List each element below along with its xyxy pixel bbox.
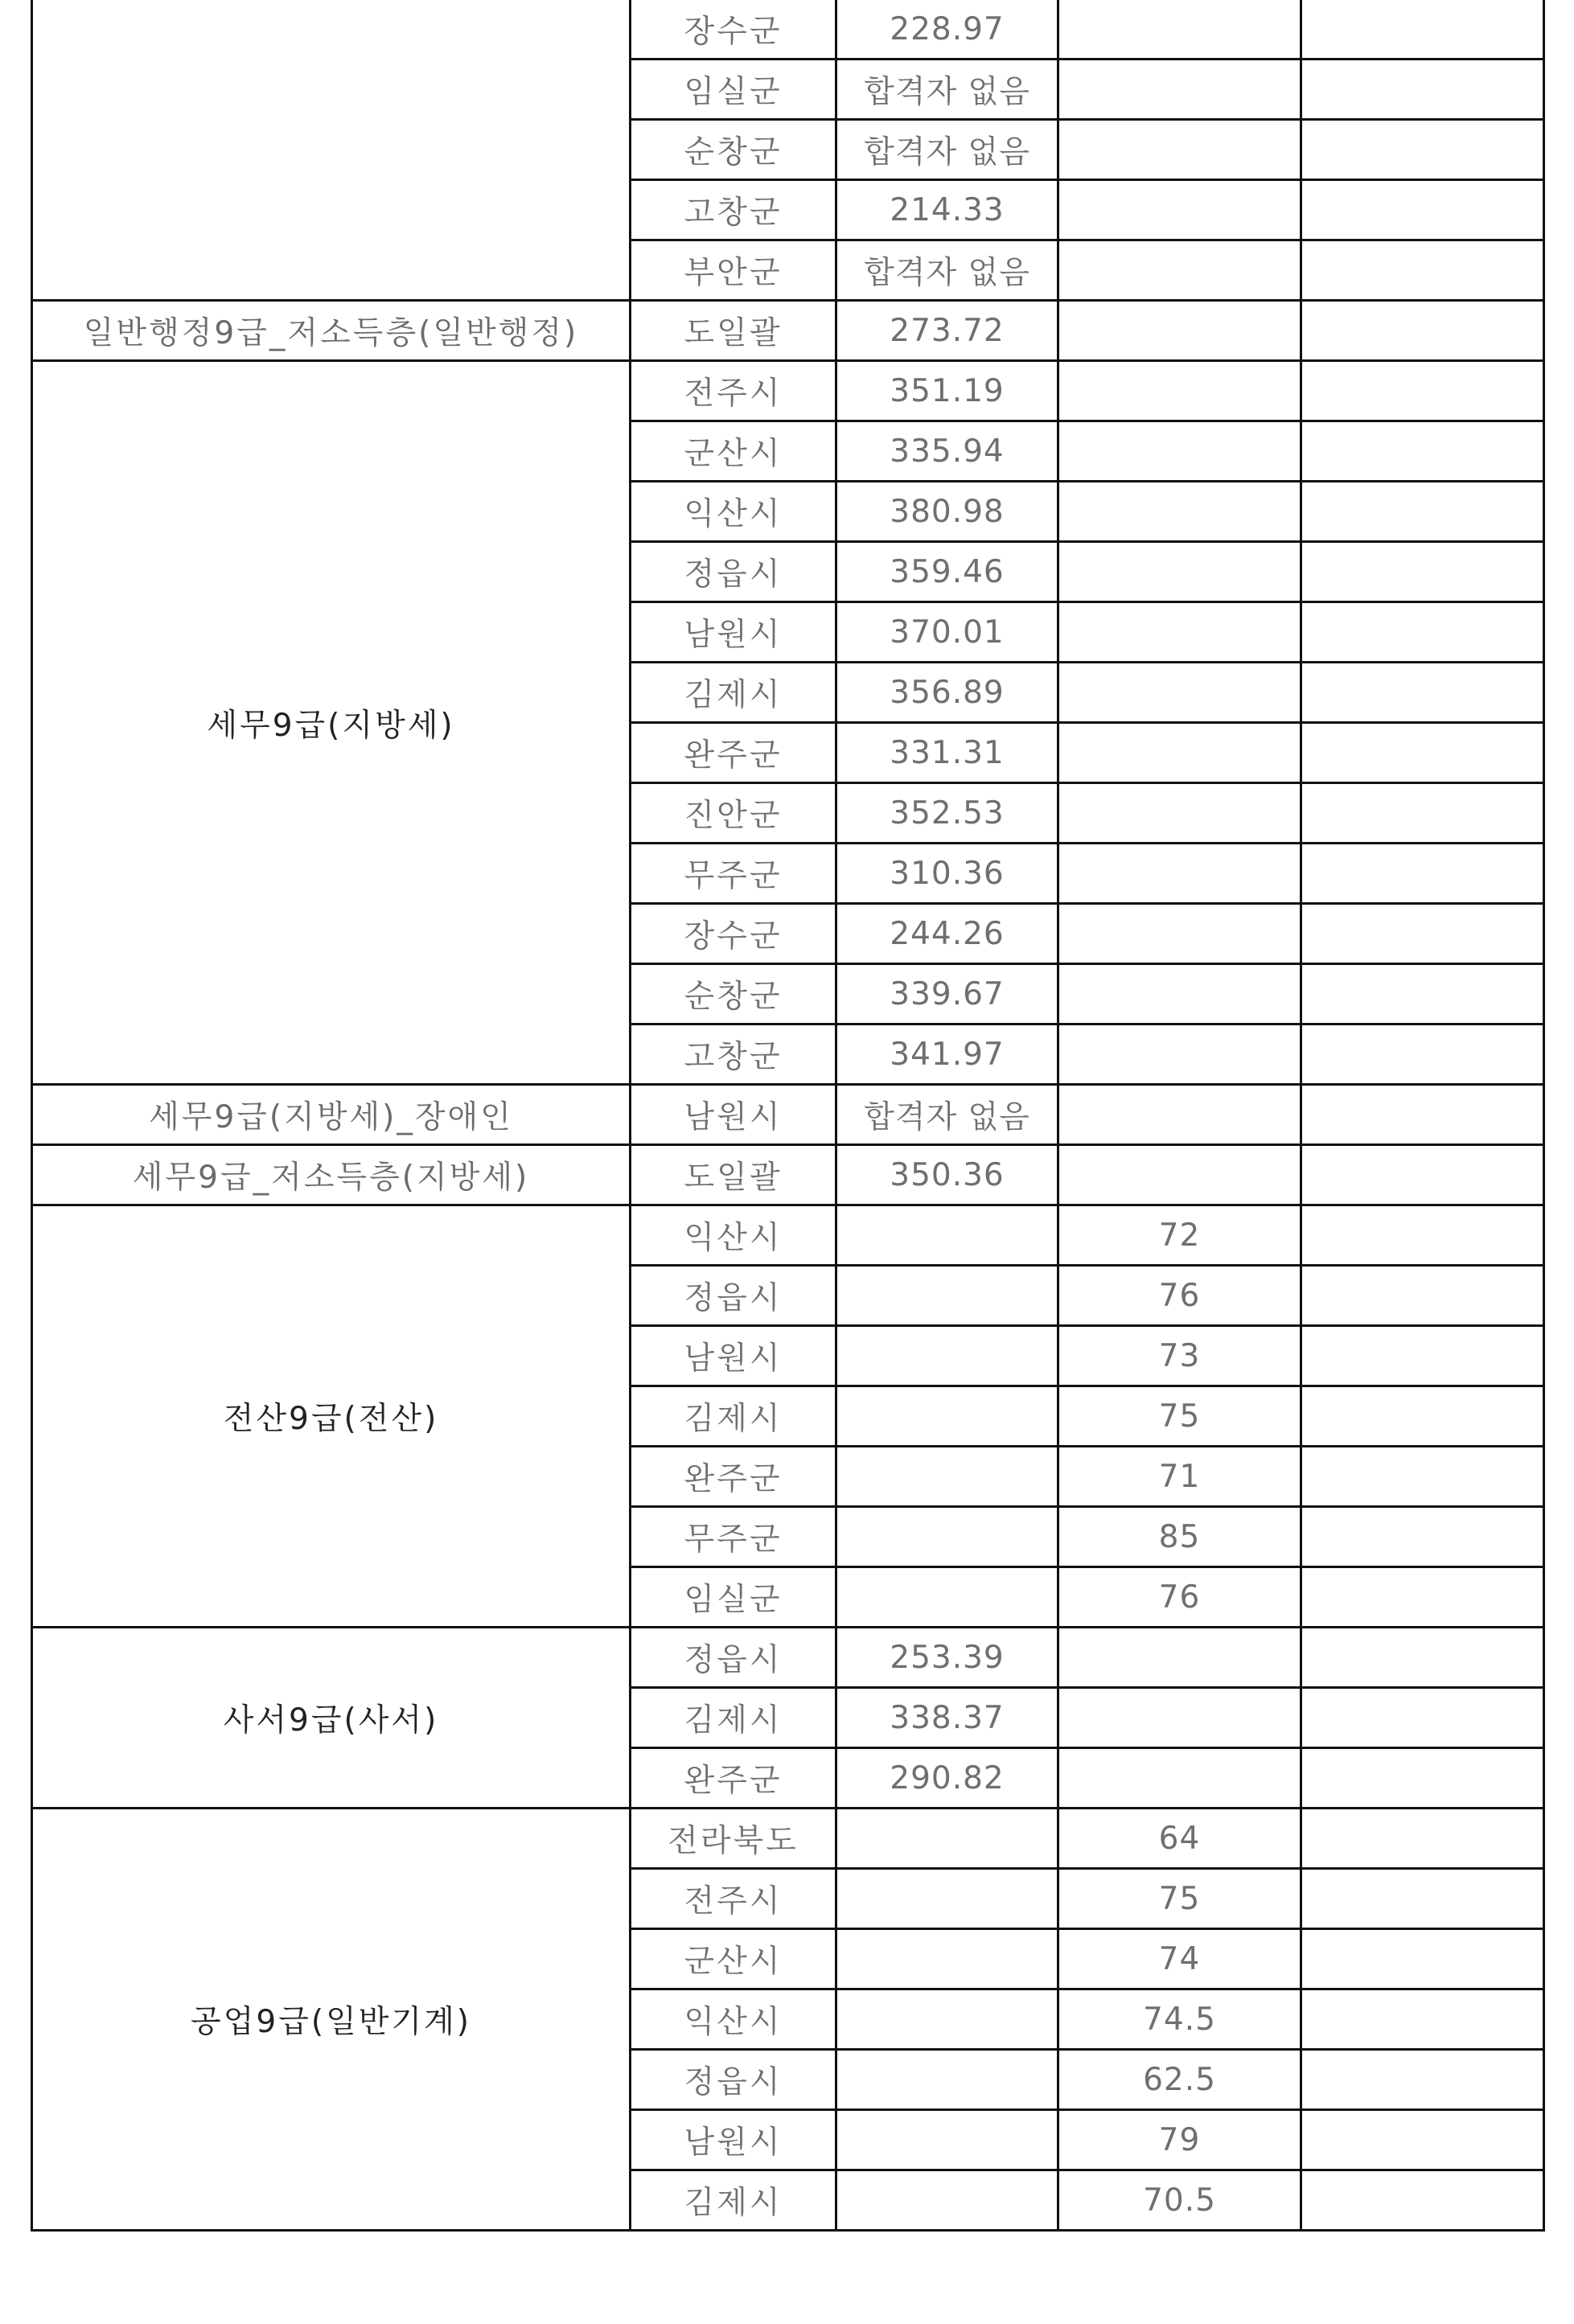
cutoff-cell [1058, 1688, 1301, 1748]
cutoff-cell: 64 [1058, 1809, 1301, 1869]
extra-cell [1301, 0, 1544, 60]
extra-cell [1301, 421, 1544, 482]
score-cell [836, 1266, 1058, 1326]
cutoff-cell [1058, 723, 1301, 783]
region-cell: 정읍시 [631, 542, 836, 602]
region-cell: 진안군 [631, 783, 836, 844]
cutoff-cell [1058, 1085, 1301, 1145]
score-cell: 합격자 없음 [836, 1085, 1058, 1145]
table-row [32, 1145, 1544, 1205]
cutoff-cell [1058, 301, 1301, 361]
cutoff-cell: 62.5 [1058, 2050, 1301, 2110]
cutoff-cell: 74.5 [1058, 1989, 1301, 2050]
score-cell: 290.82 [836, 1748, 1058, 1809]
extra-cell [1301, 1266, 1544, 1326]
cutoff-cell: 72 [1058, 1205, 1301, 1266]
score-cell [836, 1809, 1058, 1869]
score-cell: 244.26 [836, 904, 1058, 964]
cutoff-cell: 76 [1058, 1567, 1301, 1628]
category-cell: 공업9급(일반기계) [32, 1809, 631, 2231]
score-cell: 352.53 [836, 783, 1058, 844]
extra-cell [1301, 1567, 1544, 1628]
region-cell: 김제시 [631, 1688, 836, 1748]
region-cell: 도일괄 [631, 1145, 836, 1205]
region-cell: 부안군 [631, 240, 836, 301]
extra-cell [1301, 1507, 1544, 1567]
cutoff-cell [1058, 60, 1301, 120]
table-row [32, 1809, 1544, 1869]
cutoff-cell: 73 [1058, 1326, 1301, 1386]
region-cell: 무주군 [631, 1507, 836, 1567]
extra-cell [1301, 240, 1544, 301]
score-cell: 356.89 [836, 663, 1058, 723]
cutoff-cell: 76 [1058, 1266, 1301, 1326]
score-cell: 370.01 [836, 602, 1058, 663]
score-cell: 합격자 없음 [836, 240, 1058, 301]
score-cell [836, 1567, 1058, 1628]
cutoff-cell [1058, 0, 1301, 60]
score-cell: 228.97 [836, 0, 1058, 60]
region-cell: 도일괄 [631, 301, 836, 361]
score-cell: 331.31 [836, 723, 1058, 783]
cutoff-cell: 75 [1058, 1386, 1301, 1447]
region-cell: 장수군 [631, 904, 836, 964]
score-cell [836, 1386, 1058, 1447]
extra-cell [1301, 2110, 1544, 2170]
region-cell: 군산시 [631, 1929, 836, 1989]
cutoff-cell [1058, 663, 1301, 723]
category-cell: 일반행정9급_저소득층(일반행정) [32, 301, 631, 361]
extra-cell [1301, 301, 1544, 361]
region-cell: 남원시 [631, 602, 836, 663]
category-cell [32, 0, 631, 301]
extra-cell [1301, 2050, 1544, 2110]
score-table [31, 0, 1545, 2232]
category-cell: 세무9급(지방세)_장애인 [32, 1085, 631, 1145]
score-cell: 335.94 [836, 421, 1058, 482]
region-cell: 정읍시 [631, 1628, 836, 1688]
extra-cell [1301, 120, 1544, 180]
score-cell: 359.46 [836, 542, 1058, 602]
category-cell: 세무9급(지방세) [32, 361, 631, 1085]
category-cell: 사서9급(사서) [32, 1628, 631, 1809]
extra-cell [1301, 1809, 1544, 1869]
extra-cell [1301, 1869, 1544, 1929]
cutoff-cell [1058, 1145, 1301, 1205]
extra-cell [1301, 663, 1544, 723]
cutoff-cell [1058, 783, 1301, 844]
cutoff-cell: 74 [1058, 1929, 1301, 1989]
cutoff-cell: 85 [1058, 1507, 1301, 1567]
score-cell [836, 1205, 1058, 1266]
score-cell: 310.36 [836, 844, 1058, 904]
region-cell: 장수군 [631, 0, 836, 60]
cutoff-cell [1058, 1748, 1301, 1809]
cutoff-cell [1058, 421, 1301, 482]
cutoff-cell [1058, 482, 1301, 542]
region-cell: 고창군 [631, 1024, 836, 1085]
region-cell: 완주군 [631, 1748, 836, 1809]
region-cell: 고창군 [631, 180, 836, 240]
extra-cell [1301, 180, 1544, 240]
cutoff-cell [1058, 1024, 1301, 1085]
extra-cell [1301, 1326, 1544, 1386]
region-cell: 김제시 [631, 2170, 836, 2231]
cutoff-cell: 79 [1058, 2110, 1301, 2170]
extra-cell [1301, 1628, 1544, 1688]
extra-cell [1301, 844, 1544, 904]
extra-cell [1301, 723, 1544, 783]
score-cell: 380.98 [836, 482, 1058, 542]
region-cell: 남원시 [631, 1326, 836, 1386]
extra-cell [1301, 60, 1544, 120]
region-cell: 전라북도 [631, 1809, 836, 1869]
cutoff-cell [1058, 542, 1301, 602]
score-cell: 253.39 [836, 1628, 1058, 1688]
score-cell [836, 1326, 1058, 1386]
extra-cell [1301, 1085, 1544, 1145]
cutoff-cell [1058, 120, 1301, 180]
score-cell: 합격자 없음 [836, 120, 1058, 180]
region-cell: 무주군 [631, 844, 836, 904]
score-cell: 351.19 [836, 361, 1058, 421]
score-cell [836, 1869, 1058, 1929]
region-cell: 남원시 [631, 1085, 836, 1145]
region-cell: 순창군 [631, 964, 836, 1024]
table-row [32, 1085, 1544, 1145]
score-cell: 341.97 [836, 1024, 1058, 1085]
score-cell [836, 1989, 1058, 2050]
extra-cell [1301, 1688, 1544, 1748]
score-cell: 338.37 [836, 1688, 1058, 1748]
score-cell [836, 1447, 1058, 1507]
extra-cell [1301, 964, 1544, 1024]
region-cell: 익산시 [631, 482, 836, 542]
score-cell: 350.36 [836, 1145, 1058, 1205]
region-cell: 남원시 [631, 2110, 836, 2170]
score-cell: 273.72 [836, 301, 1058, 361]
extra-cell [1301, 1748, 1544, 1809]
extra-cell [1301, 361, 1544, 421]
region-cell: 익산시 [631, 1205, 836, 1266]
table-row [32, 1628, 1544, 1688]
table-row [32, 361, 1544, 421]
cutoff-cell [1058, 1628, 1301, 1688]
region-cell: 순창군 [631, 120, 836, 180]
region-cell: 익산시 [631, 1989, 836, 2050]
extra-cell [1301, 2170, 1544, 2231]
cutoff-cell [1058, 361, 1301, 421]
category-cell: 세무9급_저소득층(지방세) [32, 1145, 631, 1205]
cutoff-cell [1058, 844, 1301, 904]
cutoff-cell [1058, 180, 1301, 240]
region-cell: 전주시 [631, 361, 836, 421]
region-cell: 임실군 [631, 60, 836, 120]
cutoff-cell [1058, 602, 1301, 663]
extra-cell [1301, 783, 1544, 844]
extra-cell [1301, 1929, 1544, 1989]
extra-cell [1301, 904, 1544, 964]
table-row [32, 0, 1544, 60]
score-cell: 339.67 [836, 964, 1058, 1024]
extra-cell [1301, 1024, 1544, 1085]
region-cell: 완주군 [631, 1447, 836, 1507]
extra-cell [1301, 482, 1544, 542]
region-cell: 군산시 [631, 421, 836, 482]
category-cell: 전산9급(전산) [32, 1205, 631, 1628]
extra-cell [1301, 1145, 1544, 1205]
region-cell: 정읍시 [631, 1266, 836, 1326]
cutoff-cell [1058, 904, 1301, 964]
extra-cell [1301, 1205, 1544, 1266]
score-cell [836, 2050, 1058, 2110]
score-table-body [32, 0, 1544, 2231]
region-cell: 김제시 [631, 663, 836, 723]
table-row [32, 1205, 1544, 1266]
table-row [32, 301, 1544, 361]
cutoff-cell: 70.5 [1058, 2170, 1301, 2231]
extra-cell [1301, 602, 1544, 663]
region-cell: 정읍시 [631, 2050, 836, 2110]
region-cell: 전주시 [631, 1869, 836, 1929]
extra-cell [1301, 1386, 1544, 1447]
score-cell: 합격자 없음 [836, 60, 1058, 120]
cutoff-cell: 71 [1058, 1447, 1301, 1507]
extra-cell [1301, 1447, 1544, 1507]
extra-cell [1301, 542, 1544, 602]
cutoff-cell [1058, 964, 1301, 1024]
score-cell [836, 2110, 1058, 2170]
score-cell: 214.33 [836, 180, 1058, 240]
cutoff-cell: 75 [1058, 1869, 1301, 1929]
score-cell [836, 1507, 1058, 1567]
region-cell: 완주군 [631, 723, 836, 783]
score-cell [836, 2170, 1058, 2231]
region-cell: 임실군 [631, 1567, 836, 1628]
score-cell [836, 1929, 1058, 1989]
extra-cell [1301, 1989, 1544, 2050]
region-cell: 김제시 [631, 1386, 836, 1447]
cutoff-cell [1058, 240, 1301, 301]
